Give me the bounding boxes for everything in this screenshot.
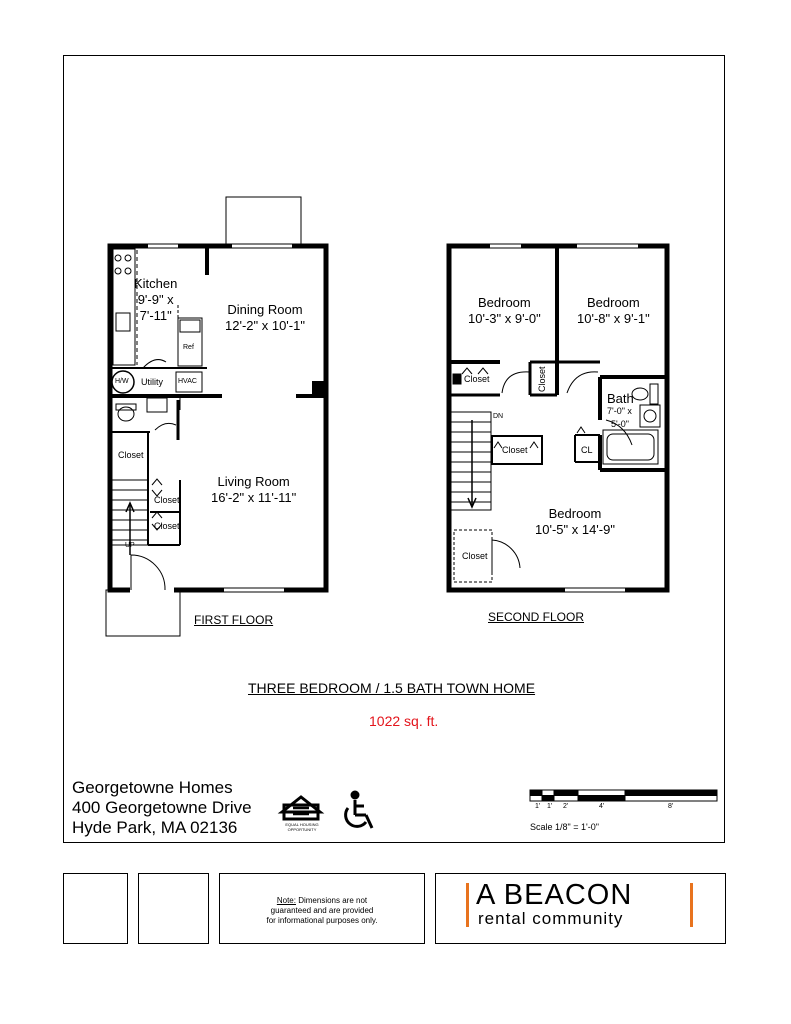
note-line-1-text: Dimensions are not bbox=[295, 896, 368, 905]
square-footage: 1022 sq. ft. bbox=[369, 713, 439, 729]
first-floor-caption: FIRST FLOOR bbox=[194, 613, 274, 627]
scale-tick-3: 2' bbox=[563, 803, 569, 810]
closet-label-a: Closet bbox=[464, 374, 490, 384]
kitchen-label bbox=[134, 276, 177, 324]
bedroom-2-label bbox=[577, 295, 650, 327]
address-line-2: 400 Georgetowne Drive bbox=[72, 798, 252, 817]
closet-label-c: Closet bbox=[502, 445, 528, 455]
kitchen-dim1: 9'-9" x bbox=[137, 292, 174, 307]
logo-bar-left bbox=[466, 883, 469, 927]
bedroom-3-dim: 10'-5" x 14'-9" bbox=[535, 522, 615, 537]
living-room-name: Living Room bbox=[217, 474, 290, 489]
closet-label-d: Closet bbox=[462, 551, 488, 561]
bedroom-3-label bbox=[535, 506, 615, 538]
closet-label-1: Closet bbox=[118, 450, 144, 460]
dining-room-dim: 12'-2" x 10'-1" bbox=[225, 318, 305, 333]
note-line-1 bbox=[220, 896, 424, 906]
disclaimer-box bbox=[219, 873, 425, 944]
closet-label-b: Closet bbox=[537, 366, 547, 392]
bedroom-3-name: Bedroom bbox=[548, 506, 602, 521]
bedroom-2-name: Bedroom bbox=[586, 295, 640, 310]
kitchen-name: Kitchen bbox=[134, 276, 178, 291]
up-label: UP bbox=[125, 542, 135, 549]
note-line-2: guaranteed and are provided bbox=[270, 906, 374, 915]
bath-name: Bath bbox=[607, 391, 634, 406]
dn-label: DN bbox=[493, 413, 504, 420]
bedroom-1-label bbox=[468, 295, 541, 327]
logo-bar-right bbox=[690, 883, 693, 927]
cl-label: CL bbox=[581, 445, 593, 455]
logo-line-2: rental community bbox=[478, 909, 624, 928]
scale-tick-1: 1' bbox=[535, 803, 541, 810]
bedroom-1-name: Bedroom bbox=[477, 295, 531, 310]
address-block bbox=[72, 778, 252, 838]
bedroom-1-dim: 10'-3" x 9'-0" bbox=[468, 311, 541, 326]
scale-tick-2: 1' bbox=[547, 803, 553, 810]
scale-label: Scale 1/8" = 1'-0" bbox=[530, 822, 599, 832]
dining-room-label bbox=[225, 302, 305, 334]
scale-tick-5: 8' bbox=[668, 803, 674, 810]
bath-dim2: 5'-0" bbox=[611, 419, 629, 429]
dining-room-name: Dining Room bbox=[227, 302, 303, 317]
ref-label: Ref bbox=[183, 344, 194, 351]
kitchen-dim2: 7'-11" bbox=[139, 308, 172, 323]
logo-line-1: A BEACON bbox=[476, 879, 633, 911]
blank-box-1 bbox=[63, 873, 128, 944]
note-prefix: Note: bbox=[276, 896, 296, 905]
closet-label-2: Closet bbox=[154, 495, 180, 505]
beacon-logo bbox=[466, 879, 690, 929]
note-line-3: for informational purposes only. bbox=[266, 916, 378, 925]
living-room-label bbox=[211, 474, 296, 506]
hvac-label: HVAC bbox=[178, 378, 197, 385]
disclaimer-note bbox=[220, 896, 424, 926]
blank-box-2 bbox=[138, 873, 209, 944]
equal-housing-text: EQUAL HOUSING OPPORTUNITY bbox=[285, 822, 319, 832]
bedroom-2-dim: 10'-8" x 9'-1" bbox=[577, 311, 650, 326]
living-room-dim: 16'-2" x 11'-11" bbox=[211, 490, 297, 505]
utility-label: Utility bbox=[141, 377, 163, 387]
address-line-3: Hyde Park, MA 02136 bbox=[72, 818, 238, 837]
address-line-1: Georgetowne Homes bbox=[72, 778, 233, 797]
bath-dim1: 7'-0" x bbox=[607, 406, 632, 416]
second-floor-caption: SECOND FLOOR bbox=[488, 610, 585, 624]
scale-tick-4: 4' bbox=[599, 803, 605, 810]
closet-label-3: Closet bbox=[154, 521, 180, 531]
plan-title: THREE BEDROOM / 1.5 BATH TOWN HOME bbox=[248, 680, 536, 696]
hw-label: H/W bbox=[115, 378, 129, 385]
